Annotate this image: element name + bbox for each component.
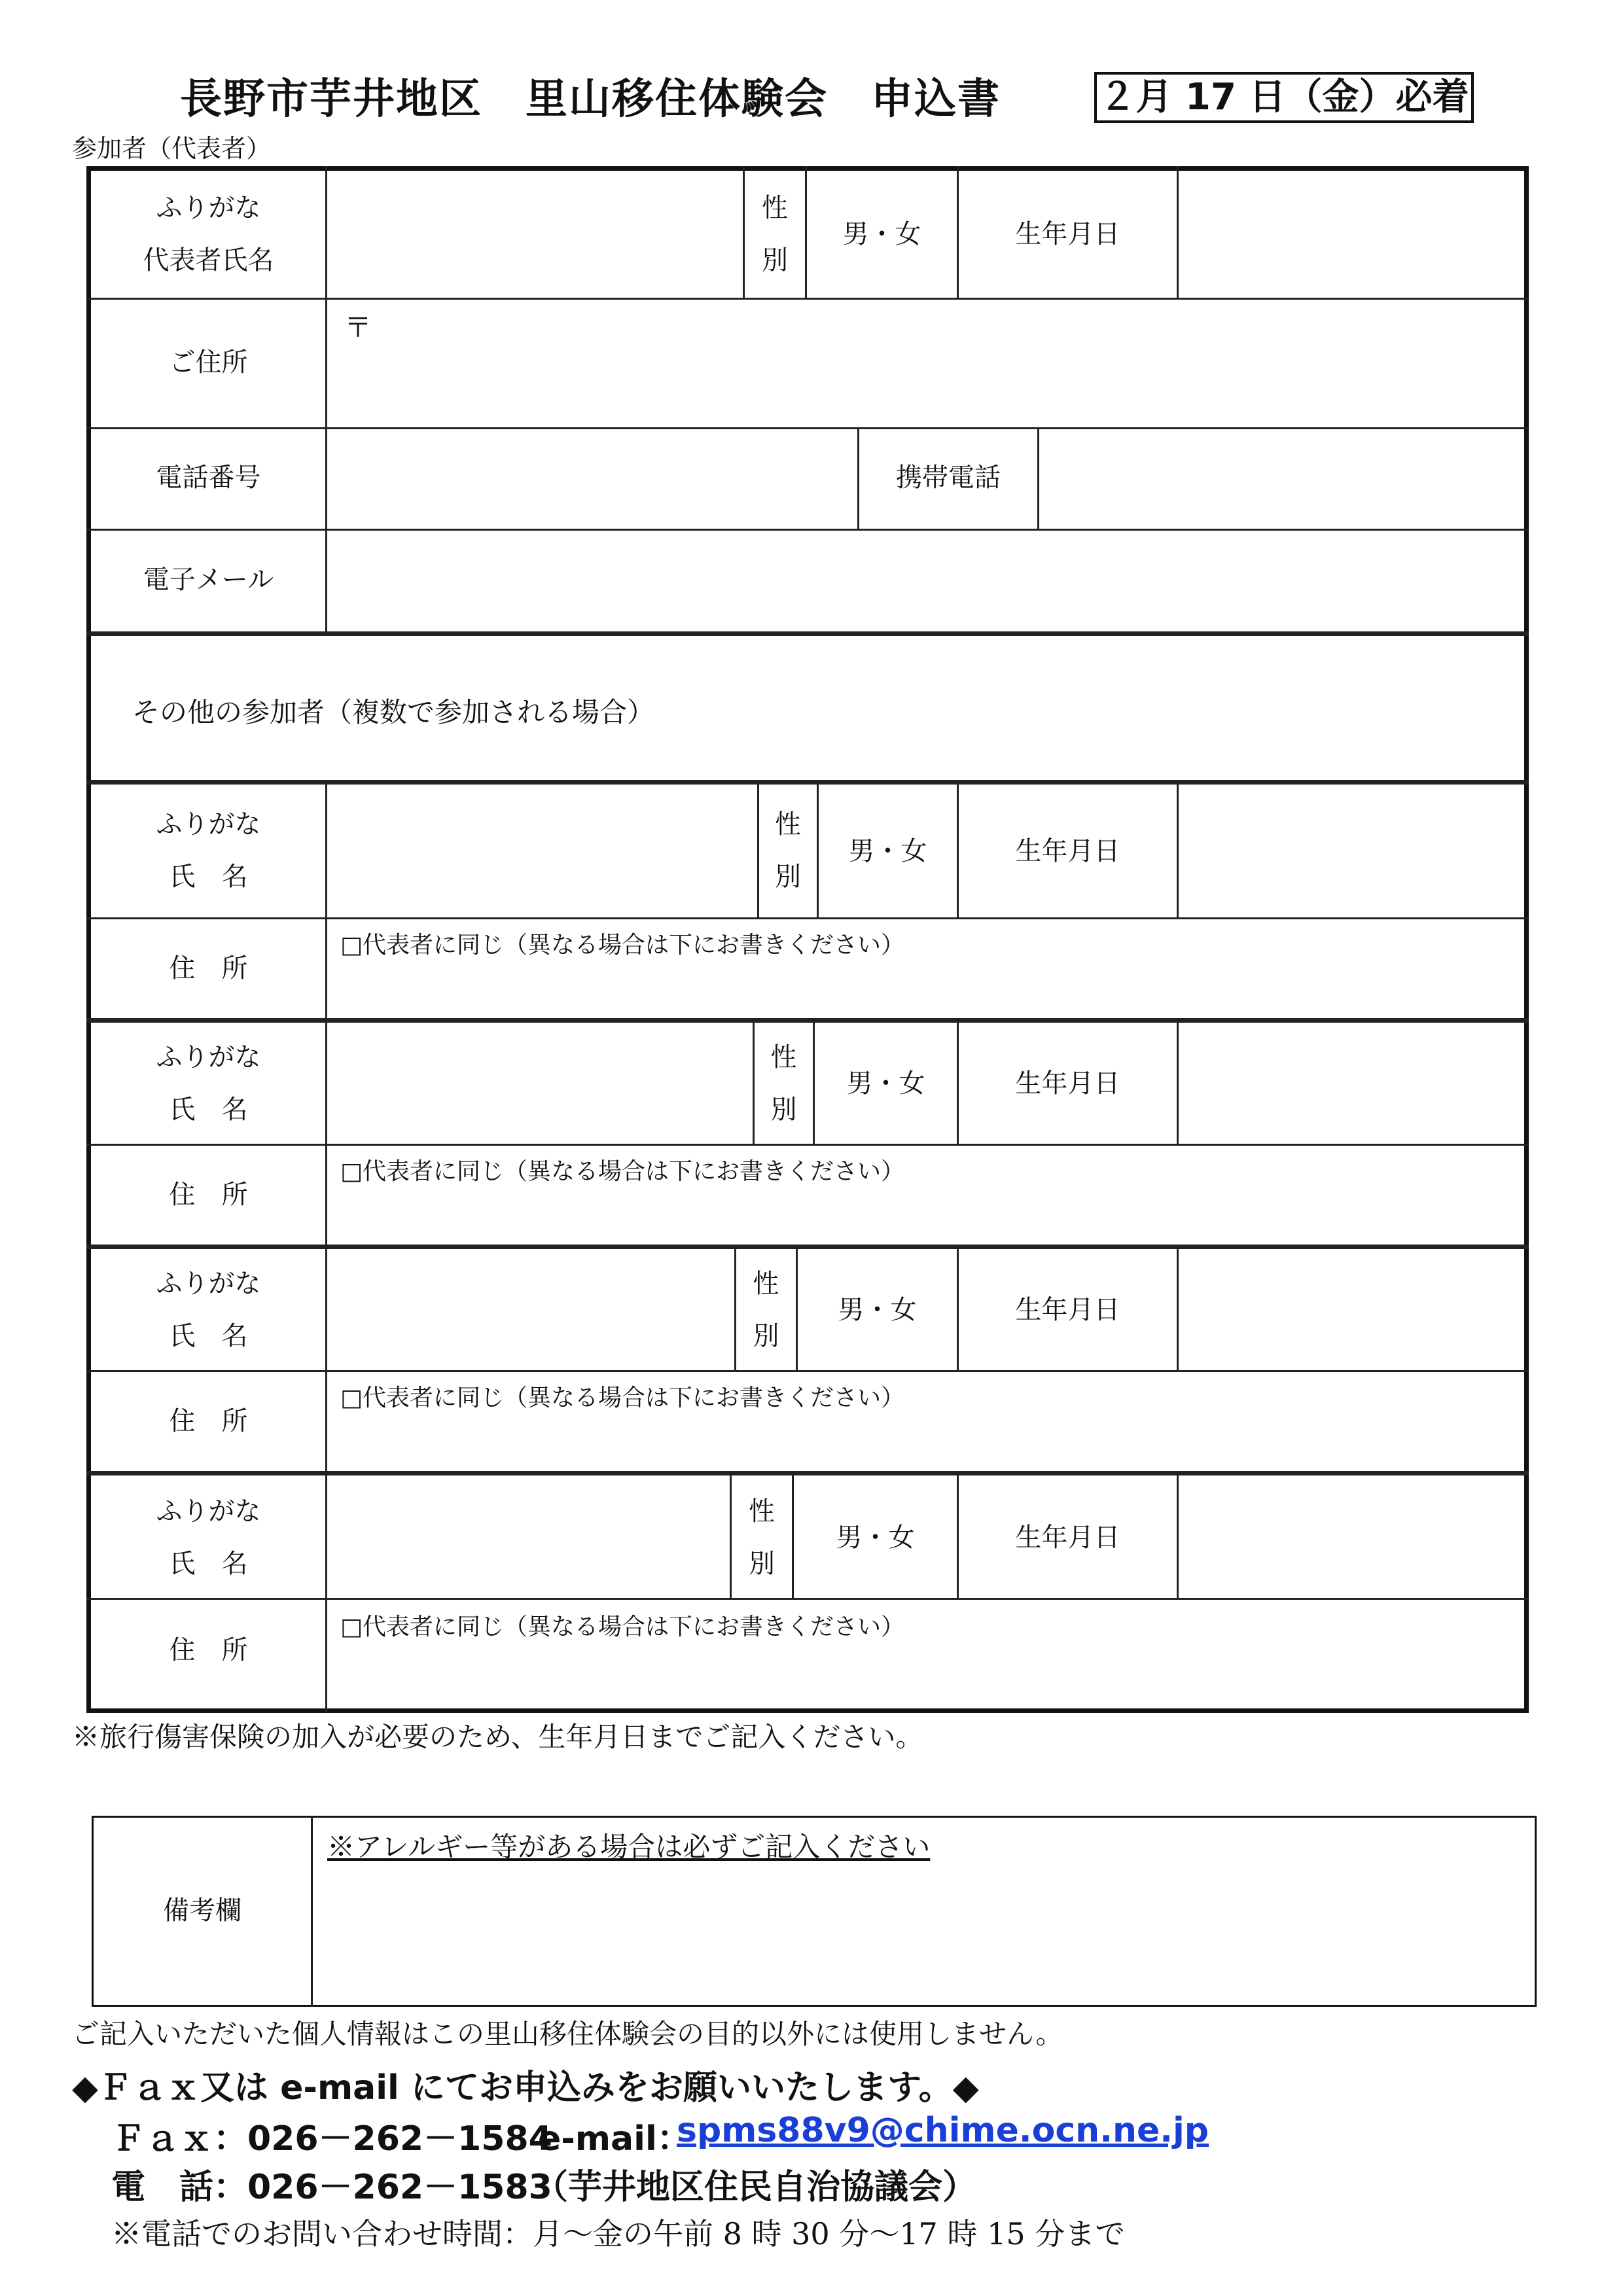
rep-name-label: 代表者氏名 <box>143 245 274 275</box>
rep-phone-label: 電話番号 <box>156 463 261 493</box>
page-title: 長野市芋井地区 里山移住体験会 申込書 <box>180 75 1001 124</box>
rep-birthdate-label: 生年月日 <box>1015 219 1120 249</box>
other3-furigana-label: ふりがな <box>156 1269 261 1299</box>
other2-sex-options[interactable]: 男・女 <box>846 1069 925 1099</box>
postal-mark: 〒 <box>344 311 372 344</box>
other1-same-checkbox[interactable]: □代表者に同じ（異なる場合は下にお書きください） <box>340 932 905 959</box>
others-heading: その他の参加者（複数で参加される場合） <box>132 696 655 728</box>
other3-birthdate-label: 生年月日 <box>1015 1295 1120 1325</box>
other2-birthdate-label: 生年月日 <box>1015 1069 1120 1099</box>
other2-address-label: 住 所 <box>169 1180 248 1210</box>
rep-mobile-field[interactable] <box>1039 429 1524 529</box>
privacy-note: ご記入いただいた個人情報はこの里山移住体験会の目的以外には使用しません。 <box>72 2018 1063 2050</box>
other2-name-label: 氏 名 <box>169 1095 248 1125</box>
other3-address-label: 住 所 <box>169 1406 248 1436</box>
other4-name-field[interactable] <box>327 1475 730 1598</box>
insurance-note: ※旅行傷害保険の加入が必要のため、生年月日までご記入ください。 <box>72 1721 923 1753</box>
other1-sex-top: 性 <box>775 809 801 839</box>
rep-phone-field[interactable] <box>327 429 857 529</box>
other4-name-label: 氏 名 <box>169 1549 248 1579</box>
email-link[interactable]: spms88v9@chime.ocn.ne.jp <box>677 2111 1209 2150</box>
contact-hours: ※電話でのお問い合わせ時間：月～金の午前 8 時 30 分～17 時 15 分まで <box>111 2216 1126 2252</box>
other1-birthdate-label: 生年月日 <box>1015 836 1120 866</box>
other4-sex-top: 性 <box>749 1496 775 1527</box>
other2-sex-top: 性 <box>770 1042 797 1072</box>
deadline-badge: ２月 17 日（金）必着 <box>1094 72 1474 123</box>
other1-name-label: 氏 名 <box>169 862 248 892</box>
other2-furigana-label: ふりがな <box>156 1042 261 1072</box>
phone-organization: （芋井地区住民自治協議会） <box>534 2168 977 2207</box>
other1-sex-bottom: 別 <box>775 862 801 892</box>
other2-birthdate-field[interactable] <box>1179 1023 1524 1144</box>
remarks-hint: ※アレルギー等がある場合は必ずご記入ください <box>327 1831 931 1863</box>
contact-headline: ◆Ｆａｘ又は e-mail にてお申込みをお願いいたします。◆ <box>72 2068 979 2108</box>
other2-name-field[interactable] <box>327 1023 753 1144</box>
other3-name-field[interactable] <box>327 1249 734 1370</box>
remarks-label: 備考欄 <box>163 1896 241 1926</box>
remarks-field[interactable] <box>313 1865 1535 2005</box>
other1-name-field[interactable] <box>327 786 757 917</box>
other3-sex-top: 性 <box>753 1269 779 1299</box>
other4-birthdate-label: 生年月日 <box>1015 1523 1120 1553</box>
email-label: e-mail： <box>538 2119 691 2159</box>
other4-address-label: 住 所 <box>169 1635 248 1665</box>
other3-sex-options[interactable]: 男・女 <box>838 1295 917 1325</box>
rep-email-label: 電子メール <box>143 565 274 595</box>
other1-furigana-label: ふりがな <box>156 809 261 839</box>
rep-name-field[interactable] <box>327 170 743 298</box>
other3-sex-bottom: 別 <box>753 1321 779 1351</box>
fax-number: Ｆａｘ：026－262－1584 <box>111 2119 552 2159</box>
participant-label: 参加者（代表者） <box>72 134 272 163</box>
other3-same-checkbox[interactable]: □代表者に同じ（異なる場合は下にお書きください） <box>340 1385 905 1411</box>
other2-sex-bottom: 別 <box>770 1095 797 1125</box>
rep-birthdate-field[interactable] <box>1179 170 1524 298</box>
other2-same-checkbox[interactable]: □代表者に同じ（異なる場合は下にお書きください） <box>340 1158 905 1185</box>
rep-email-field[interactable] <box>327 531 1524 631</box>
phone-number: 電 話：026－262－1583 <box>111 2168 552 2207</box>
rep-mobile-label: 携帯電話 <box>896 463 1001 493</box>
other3-name-label: 氏 名 <box>169 1321 248 1351</box>
rep-sex-label-bottom: 別 <box>762 245 788 275</box>
other3-birthdate-field[interactable] <box>1179 1249 1524 1370</box>
rep-sex-options[interactable]: 男・女 <box>842 219 921 249</box>
other1-address-label: 住 所 <box>169 953 248 983</box>
rep-furigana-label: ふりがな <box>156 193 261 223</box>
rep-address-label: ご住所 <box>169 347 248 378</box>
other4-same-checkbox[interactable]: □代表者に同じ（異なる場合は下にお書きください） <box>340 1614 905 1640</box>
other1-sex-options[interactable]: 男・女 <box>848 836 927 866</box>
other4-sex-bottom: 別 <box>749 1549 775 1579</box>
other4-birthdate-field[interactable] <box>1179 1475 1524 1598</box>
rep-address-field[interactable] <box>327 300 1524 427</box>
other1-birthdate-field[interactable] <box>1179 786 1524 917</box>
other4-sex-options[interactable]: 男・女 <box>836 1523 915 1553</box>
other4-furigana-label: ふりがな <box>156 1496 261 1527</box>
rep-sex-label-top: 性 <box>762 193 788 223</box>
